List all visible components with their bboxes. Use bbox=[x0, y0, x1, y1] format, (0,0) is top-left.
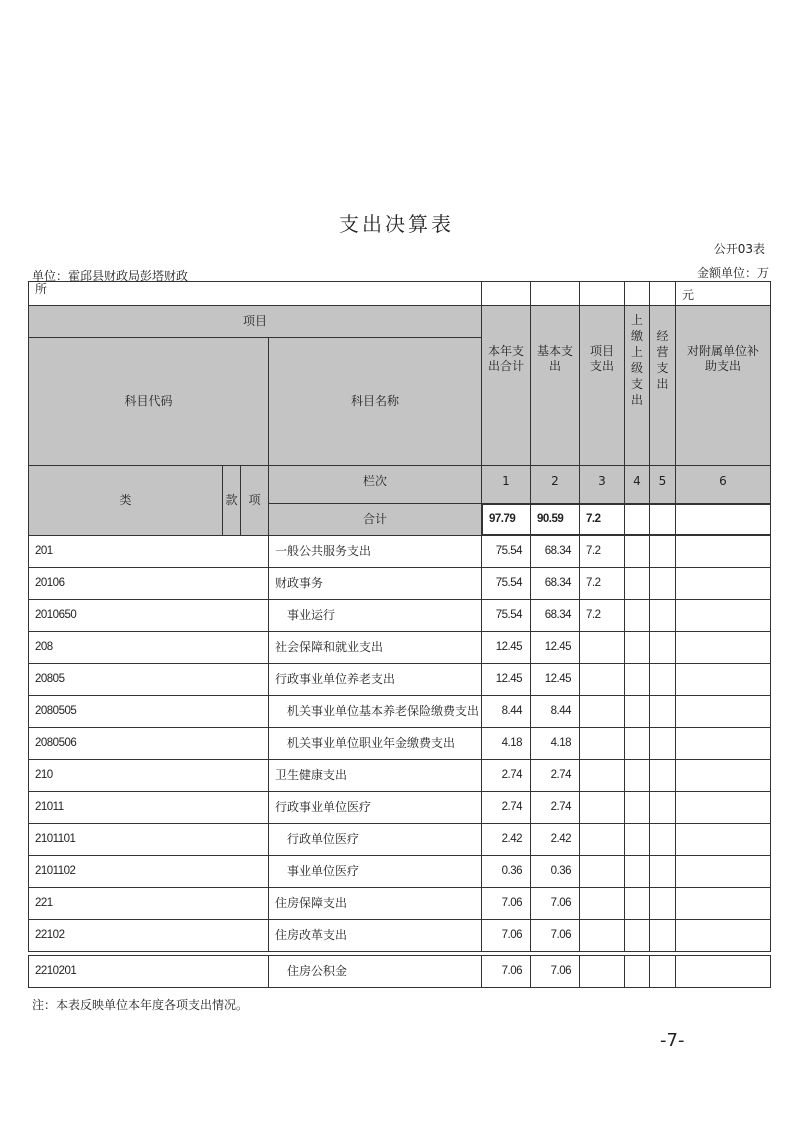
row-name: 财政事务 bbox=[268, 567, 482, 600]
row-value bbox=[579, 727, 625, 760]
row-value bbox=[624, 919, 650, 952]
row-code: 21011 bbox=[28, 791, 269, 824]
row-value bbox=[675, 631, 771, 664]
row-value: 12.45 bbox=[530, 631, 580, 664]
row-value: 7.2 bbox=[579, 535, 625, 568]
row-value bbox=[579, 955, 625, 988]
total-value: 97.79 bbox=[481, 503, 531, 536]
amount-unit: 金额单位：万 bbox=[696, 266, 769, 280]
row-value: 75.54 bbox=[481, 599, 531, 632]
row-value: 4.18 bbox=[481, 727, 531, 760]
total-value: 7.2 bbox=[579, 503, 625, 536]
row-value bbox=[675, 791, 771, 824]
row-name: 一般公共服务支出 bbox=[268, 535, 482, 568]
row-value: 2.74 bbox=[481, 791, 531, 824]
row-code: 22102 bbox=[28, 919, 269, 952]
blank-cell bbox=[579, 281, 625, 306]
row-value bbox=[649, 663, 676, 696]
column-number: 6 bbox=[675, 465, 771, 504]
row-code: 201 bbox=[28, 535, 269, 568]
row-name: 机关事业单位职业年金缴费支出 bbox=[268, 727, 482, 760]
row-code: 2210201 bbox=[28, 955, 269, 988]
row-value: 2.74 bbox=[481, 759, 531, 792]
row-value bbox=[624, 631, 650, 664]
header-lanci: 栏次 bbox=[268, 465, 482, 504]
row-value bbox=[579, 631, 625, 664]
header-project: 项目 bbox=[28, 305, 482, 338]
table-number: 公开03表 bbox=[713, 242, 765, 256]
row-value bbox=[675, 919, 771, 952]
header-col-1: 本年支出合计 bbox=[481, 305, 531, 466]
row-value bbox=[675, 599, 771, 632]
row-value: 68.34 bbox=[530, 599, 580, 632]
row-value: 7.06 bbox=[530, 919, 580, 952]
row-name: 住房保障支出 bbox=[268, 887, 482, 920]
row-code: 210 bbox=[28, 759, 269, 792]
row-name: 行政事业单位医疗 bbox=[268, 791, 482, 824]
header-code: 科目代码 bbox=[28, 337, 269, 466]
row-value bbox=[579, 887, 625, 920]
page-number: -7- bbox=[660, 1030, 685, 1051]
row-value bbox=[649, 955, 676, 988]
column-number: 1 bbox=[481, 465, 531, 504]
row-value: 4.18 bbox=[530, 727, 580, 760]
header-col-3: 项目支出 bbox=[579, 305, 625, 466]
row-code: 2010650 bbox=[28, 599, 269, 632]
blank-cell bbox=[481, 281, 531, 306]
row-value: 75.54 bbox=[481, 567, 531, 600]
row-value bbox=[624, 567, 650, 600]
row-code: 2080506 bbox=[28, 727, 269, 760]
row-value: 68.34 bbox=[530, 567, 580, 600]
row-value: 7.06 bbox=[530, 887, 580, 920]
header-col-2: 基本支出 bbox=[530, 305, 580, 466]
blank-cell bbox=[530, 281, 580, 306]
row-value bbox=[624, 887, 650, 920]
table-note: 注：本表反映单位本年度各项支出情况。 bbox=[32, 998, 249, 1012]
row-value bbox=[649, 535, 676, 568]
row-value bbox=[649, 791, 676, 824]
row-value bbox=[649, 855, 676, 888]
row-value: 12.45 bbox=[481, 663, 531, 696]
row-value: 2.74 bbox=[530, 791, 580, 824]
row-value bbox=[579, 823, 625, 856]
row-value bbox=[579, 919, 625, 952]
row-name: 住房改革支出 bbox=[268, 919, 482, 952]
header-col-6: 对附属单位补助支出 bbox=[675, 305, 771, 466]
row-value bbox=[649, 631, 676, 664]
row-value: 7.06 bbox=[530, 955, 580, 988]
row-code: 2080505 bbox=[28, 695, 269, 728]
row-value bbox=[624, 759, 650, 792]
row-value bbox=[675, 663, 771, 696]
row-code: 20805 bbox=[28, 663, 269, 696]
row-value bbox=[649, 919, 676, 952]
row-code: 2101102 bbox=[28, 855, 269, 888]
row-value bbox=[649, 567, 676, 600]
total-label: 合计 bbox=[268, 503, 482, 536]
row-value bbox=[579, 759, 625, 792]
row-value: 8.44 bbox=[481, 695, 531, 728]
row-value bbox=[675, 855, 771, 888]
row-value bbox=[579, 791, 625, 824]
total-value bbox=[649, 503, 676, 536]
row-value bbox=[675, 727, 771, 760]
row-name: 行政事业单位养老支出 bbox=[268, 663, 482, 696]
row-value: 7.06 bbox=[481, 919, 531, 952]
row-value bbox=[649, 695, 676, 728]
blank-cell bbox=[649, 281, 676, 306]
row-value bbox=[624, 663, 650, 696]
header-col-5: 经营支出 bbox=[649, 305, 676, 466]
row-code: 208 bbox=[28, 631, 269, 664]
column-number: 2 bbox=[530, 465, 580, 504]
blank-cell bbox=[624, 281, 650, 306]
row-value: 0.36 bbox=[530, 855, 580, 888]
row-value bbox=[675, 535, 771, 568]
row-value bbox=[579, 663, 625, 696]
row-value bbox=[624, 695, 650, 728]
unit-label: 单位：霍邱县财政局彭塔财政 bbox=[32, 269, 189, 283]
row-value bbox=[624, 727, 650, 760]
row-value bbox=[624, 599, 650, 632]
row-value: 7.2 bbox=[579, 567, 625, 600]
total-value bbox=[624, 503, 650, 536]
header-name: 科目名称 bbox=[268, 337, 482, 466]
column-number: 3 bbox=[579, 465, 625, 504]
row-value: 68.34 bbox=[530, 535, 580, 568]
column-number: 5 bbox=[649, 465, 676, 504]
row-value: 2.42 bbox=[530, 823, 580, 856]
row-value: 75.54 bbox=[481, 535, 531, 568]
row-code: 221 bbox=[28, 887, 269, 920]
row-value bbox=[579, 695, 625, 728]
row-name: 卫生健康支出 bbox=[268, 759, 482, 792]
row-value: 12.45 bbox=[481, 631, 531, 664]
row-name: 行政单位医疗 bbox=[268, 823, 482, 856]
row-code: 2101101 bbox=[28, 823, 269, 856]
row-value: 12.45 bbox=[530, 663, 580, 696]
row-value: 2.42 bbox=[481, 823, 531, 856]
row-value bbox=[675, 567, 771, 600]
row-value: 7.06 bbox=[481, 887, 531, 920]
row-value bbox=[649, 887, 676, 920]
row-value bbox=[624, 535, 650, 568]
row-name: 机关事业单位基本养老保险缴费支出 bbox=[268, 695, 482, 728]
row-code: 20106 bbox=[28, 567, 269, 600]
row-value bbox=[649, 823, 676, 856]
row-value: 0.36 bbox=[481, 855, 531, 888]
row-value bbox=[649, 759, 676, 792]
total-value: 90.59 bbox=[530, 503, 580, 536]
row-value bbox=[675, 695, 771, 728]
header-xiang: 项 bbox=[240, 465, 269, 536]
row-value bbox=[624, 791, 650, 824]
row-value bbox=[624, 955, 650, 988]
page-title: 支出决算表 bbox=[339, 212, 454, 236]
row-name: 事业运行 bbox=[268, 599, 482, 632]
row-value bbox=[649, 727, 676, 760]
row-name: 社会保障和就业支出 bbox=[268, 631, 482, 664]
row-name: 住房公积金 bbox=[268, 955, 482, 988]
row-name: 事业单位医疗 bbox=[268, 855, 482, 888]
header-lei: 类 bbox=[28, 465, 223, 536]
row-value bbox=[675, 955, 771, 988]
unit-label-cont: 所 bbox=[28, 281, 482, 306]
row-value bbox=[649, 599, 676, 632]
header-col-4: 上缴上级支出 bbox=[624, 305, 650, 466]
row-value: 2.74 bbox=[530, 759, 580, 792]
row-value bbox=[675, 759, 771, 792]
column-number: 4 bbox=[624, 465, 650, 504]
row-value bbox=[624, 855, 650, 888]
row-value: 7.2 bbox=[579, 599, 625, 632]
row-value bbox=[675, 823, 771, 856]
row-value bbox=[675, 887, 771, 920]
header-kuan: 款 bbox=[222, 465, 241, 536]
row-value bbox=[579, 855, 625, 888]
total-value bbox=[675, 503, 771, 536]
row-value: 8.44 bbox=[530, 695, 580, 728]
row-value bbox=[624, 823, 650, 856]
row-value: 7.06 bbox=[481, 955, 531, 988]
amount-unit-cont: 元 bbox=[675, 281, 771, 306]
